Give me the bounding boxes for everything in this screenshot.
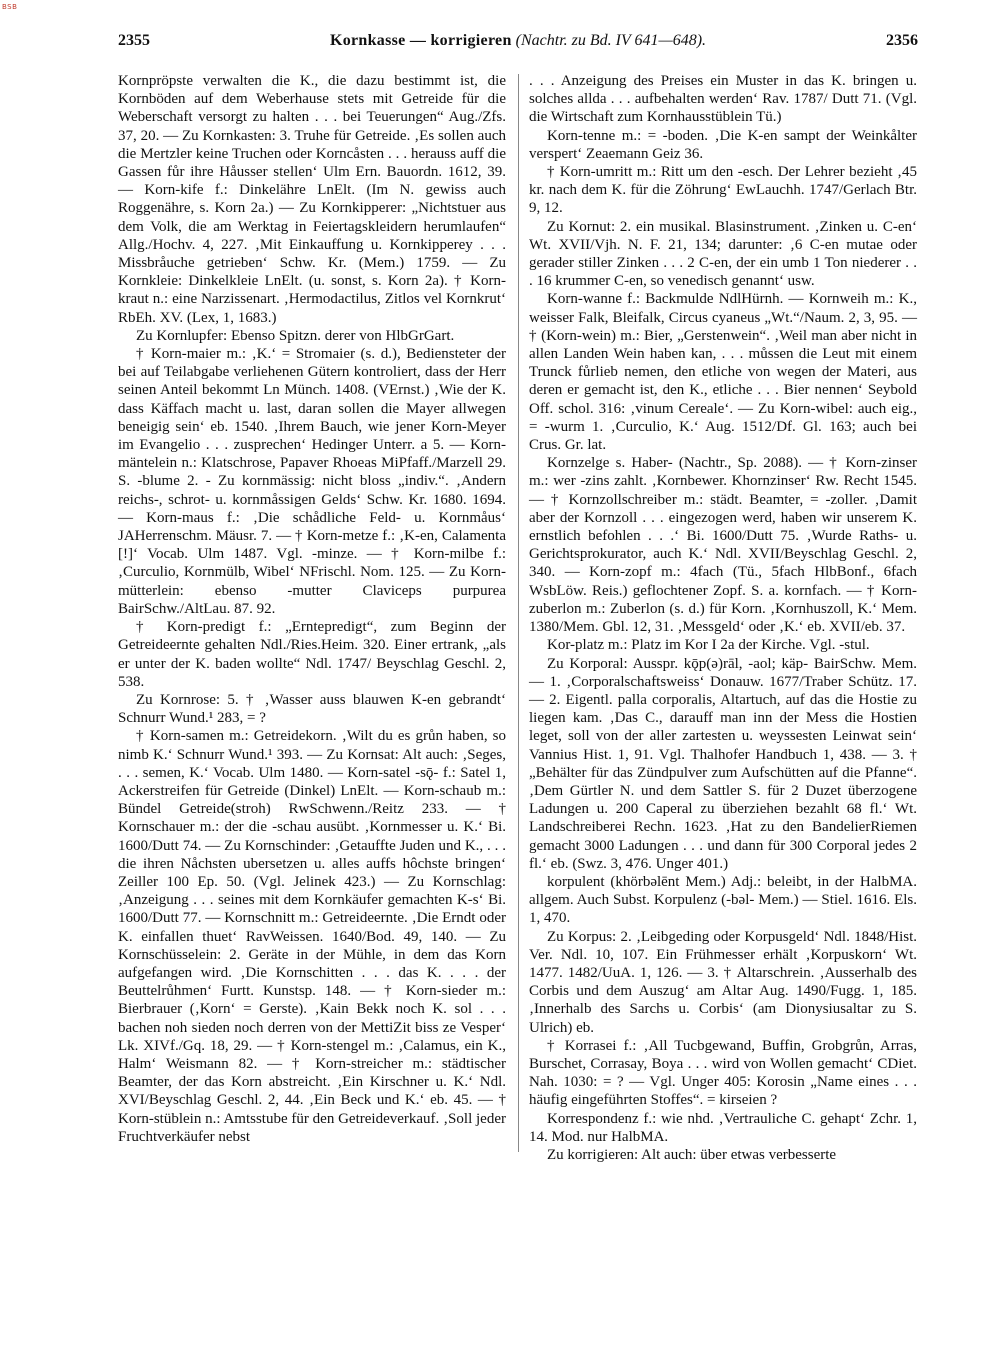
page-number-right: 2356 — [886, 32, 918, 49]
entry-kor-platz: Kor-platz m.: Platz im Kor I 2a der Kirche. Vgl. -stul. — [547, 637, 870, 654]
entry-korn-predigt: † Korn-predigt f.: „Erntepredigt“, zum Beginn der Getreideernte gehalten Ndl./Ries.Heim. 320. Einer ertrank, „als er unter der K. baden wollte“ Ndl. 1747/ Beyschlag Geschl. 2, 538. — [118, 619, 506, 690]
page-header — [118, 32, 918, 54]
entry-korrespondenz: Korrespondenz f.: wie nhd. ‚Vertrauliche C. gehapt‘ Zchr. 1, 14. Mod. nur HalbMA. — [529, 1110, 917, 1145]
running-title — [118, 32, 918, 50]
entry-kornkasse-cont: Kornpröpste verwalten die K., die dazu bestimmt ist, die Kornböden auf dem Weberhause stets mit Getreide für die Weberschaft versorgt zu halten . . . bei Teuerungen“ Aug./Zfs. 37, 20. — Zu Kornkasten: 3. Truhe für Getreide. ‚Es sollen auch die Mertzler keine Truchen oder Korncåsten . . . herauss auff die Gassen fůr ihre Håusser stellen‘ Ulm Ern. Bauordn. 1612, 39. — Korn-kife f.: Dinkelähre LnElt. (Im N. gewiss auch Roggenähre, s. Korn 2a.) — Zu Kornkipperer: „Nichtstuer aus dem Volk, die am Werktag in Feiertagskleidern herumlaufen“ Allg./Hochv. 4, 227. ‚Mit Einkauffung u. Kornkipperey . . . Missbråuche getrieben‘ Schw. Kr. (Mem.) 1759. — Zu Kornkleie: Dinkelkleie LnElt. (u. sonst, s. Korn 2a). † Korn-kraut n.: eine Narzissenart. ‚Hermodactilus, Zitlos vel Kornkrut‘ RbEh. XV. (Lex, 1, 1683.) — [118, 73, 506, 326]
right-column — [529, 72, 917, 1164]
entry-kornstueblein-cont: . . . Anzeigung des Preises ein Muster in das K. bringen u. solches allda . . . aufbehalten werden‘ Rav. 1787/ Dutt 71. (Vgl. die Wirtschaft zum Kornhausstüblein Tü.) — [529, 73, 917, 126]
entry-kornzelge: Kornzelge s. Haber- (Nachtr., Sp. 2088). — † Korn-zinser m.: wer -zins zahlt. ‚Kornbewer. Khornzinser‘ Rw. Recht 1545. — † Kornzollschreiber m.: städt. Beamter, = -zoller. ‚Damit aber der Kornzoll . . . eingezogen werd, haben wir unserem K. ernstlich befohlen . . .‘ Bi. 1600/Dutt 75. ‚Wurde Raths- u. Gerichtsprokurator, auch K.‘ Ndl. XVII/Beyschlag Geschl. 2, 340. — Korn-zopf m.: 4fach (Tü., 5fach HlbBonf., 6fach WsbLöw. Reis.) geflochtener Zopf. S. a. kornfach. — † Korn-zuberlon m.: Zuberlon (s. d.) für Korn. ‚Kornhuszoll, K.‘ Mem. 1380/Mem. Gbl. 12, 31. ‚Messgeld‘ oder ‚K.‘ eb. XVII/eb. 37. — [529, 455, 917, 636]
running-title-reference: (Nachtr. zu Bd. IV 641—648). — [515, 32, 707, 49]
running-title-entries: Kornkasse — korrigieren — [329, 32, 512, 49]
entry-korn-wanne: Korn-wanne f.: Backmulde NdlHürnh. — Kornweih m.: K., weisser Falk, Bleifalk, Circus cyaneus „Wt.“/Naum. 2, 3, 95. — † (Korn-wein) m.: Bier, „Gerstenwein“. ‚Weil man aber nicht in allen Landen Wein haben kan, . . . můssen die Leut mit einem Trunck fůrlieb nemen, den etliche von wegen der Materi, aus deren er gemacht ist, den K., etliche . . . Bier nennen‘ Seybold Off. schol. 316: ‚vinum Cereale‘. — Zu Korn-wibel: auch eig., = -wurm 1. ‚Curculio, K.‘ Aug. 1512/Df. Gl. 163; auch bei Crus. Gr. lat. — [529, 291, 917, 454]
column-divider — [518, 74, 519, 1152]
entry-kornrose: Zu Kornrose: 5. † ‚Wasser auss blauwen K-en gebrandt‘ Schnurr Wund.¹ 283, = ? — [118, 691, 506, 727]
page-number-left: 2355 — [118, 32, 150, 49]
entry-kornlupfer: Zu Kornlupfer: Ebenso Spitzn. derer von HlbGrGart. — [136, 327, 455, 344]
entry-korpulent: korpulent (khörbəlēnt Mem.) Adj.: beleibt, in der HalbMA. allgem. Auch Subst. Korpulenz (-bəl- Mem.) — Stiel. 1616. Els. 1, 470. — [529, 873, 917, 927]
entry-korrigieren: Zu korrigieren: Alt auch: über etwas verbesserte — [547, 1146, 837, 1163]
entry-kornut: Zu Kornut: 2. ein musikal. Blasinstrument. ‚Zinken u. C-en‘ Wt. XVII/Vjh. N. F. 21, 134; darunter: ‚6 C-en mutae oder gerader stiller Zinken . . . 2 C-en, der ein umb 1 Ton niederer . . . 16 krummer C-en, so venedisch genannt‘ usw. — [529, 218, 917, 290]
entry-korporal: Zu Korporal: Ausspr. kǭp(ə)rāl, -aol; käp- BairSchw. Mem. — 1. ‚Corporalschaftsweiss‘ Donauw. 1677/Traber Schütz. 17. — 2. Eigentl. palla corporalis, Altartuch, auf das die Hostie zu liegen kam. ‚Das C., darauff man inn der Mess die Hostien leget, soll von der aller zartesten u. weyssesten Leinwat sein‘ Vannius Hist. 1, 91. Vgl. Thalhofer Handbuch 1, 438. — 3. † „Behälter für das Zündpulver zum Aufschütten auf die Pfanne“. ‚Dem Gürtler N. und dem Sattler S. für 2 Duzet überzogene Ladungen u. 200 Caperal zu überziehen bezahlt 68 fl.‘ Wt. Landschreiberei Rechn. 1623. ‚Hat zu den BandelierRiemen gemacht 3000 Ladungen . . . und dann für 300 Corporal jedes 2 fl.‘ eb. (Swz. 3, 476. Unger 401.) — [529, 655, 917, 872]
entry-korn-maier: † Korn-maier m.: ‚K.‘ = Stromaier (s. d.), Bediensteter der bei auf Teilabgabe verliehenen Gütern kontroliert, dass der Herr seinen Anteil bekommt Ln Münch. 1408. (VErnst.) ‚Wie der K. dass Käffach macht u. last, daran sollen die Mayer allwegen beneigig sein‘ eb. 1540. ‚Ihrem Bauch, wie jener Korn-Meyer im Evangelio . . . zusprechen‘ Hedinger Unterr. a 5. — Korn-mäntelein n.: Klatschrose, Papaver Rhoeas MiPfaff./Marzell 29. S. -blume 2. - Zu kornmässig: nicht bloss „indiv.“. ‚Andern reichs-, schrot- u. kornmåssigen Gelds‘ Schw. Kr. 1680. 1694. — Korn-maus f.: ‚Die schådliche Feld- u. Kornmåus‘ JAHerrenschm. Mäusr. 7. — † Korn-metze f.: ‚K-en, Calamenta [!]‘ Vocab. Ulm 1487. Vgl. -minze. — † Korn-milbe f.: ‚Curculio, Kornmülb, Wibel‘ NFrischl. Nom. 125. — Zu Korn-mütterlein: ebenso -mutter Claviceps purpurea BairSchw./AltLau. 87. 92. — [118, 346, 506, 617]
entry-korrasei: † Korrasei f.: ‚All Tucbgewand, Buffin, Grobgrůn, Arras, Burschet, Corrasay, Boya . . . wird von Wollen gemacht‘ CDiet. Nah. 1030: = ? — Vgl. Unger 405: Korosin „Name eines . . . häufig eingeführten Stoffes“. = kirseien ? — [529, 1037, 917, 1109]
entry-korpus: Zu Korpus: 2. ‚Leibgeding oder Korpusgeld‘ Ndl. 1848/Hist. Ver. Ndl. 10, 107. Ein Frühmesser erhält ‚Korpuskorn‘ Wt. 1477. 1482/UuA. 1, 126. — 3. † Altarschrein. ‚Ausserhalb des Corbis und dem Auszug‘ am Altar Aug. 1490/Fugg. 1, 185. ‚Innerhalb des Sarchs u. Corbis‘ (am Dionysiusaltar zu S. Ulrich) eb. — [529, 928, 917, 1036]
entry-korn-samen: † Korn-samen m.: Getreidekorn. ‚Wilt du es grůn haben, so nimb K.‘ Schnurr Wund.¹ 393. — Zu Kornsat: Alt auch: ‚Seges, . . . semen, K.‘ Vocab. Ulm 1480. — Korn-satel -sǭ- f.: Satel 1, Ackerstreifen für Getreide (Dinkel) LnElt. — Korn-schaub m.: Bündel Getreide(stroh) RwSchwenn./Reitz 233. — † Kornschauer m.: der die -schau ausübt. ‚Kornmesser u. K.‘ Bi. 1600/Dutt 74. — Zu Kornschinder: ‚Getauffte Juden und K., . . . die ihren Nåchsten ubersetzen u. alles auffs hôchste bringen‘ Zeiller 100 Ep. 50. (Vgl. Jelinek 423.) — Zu Kornschlag: ‚Anzeigung . . . seines mit dem Kornkäufer gemachten K-s‘ Bi. 1600/Dutt 77. — Kornschnitt m.: Getreideernte. ‚Die Erndt oder K. einfallen thuet‘ RavWeissen. 1640/Bod. 49, 140. — Zu Kornschüsselein: 2. Geräte in der Mühle, in dem das Korn aufgefangen wird. ‚Die Kornschitten . . . das K. . . . der Beuttelrůhmen‘ Furtt. Kunstsp. 148. — † Korn-sieder m.: Bierbrauer (‚Korn‘ = Gerste). ‚Kain Bekk noch K. sol . . . bachen noh sieden noch derren von der MettiZit biss ze Vesper‘ Lk. XIVf./Gq. 18, 29. — † Korn-stengel m.: ‚Calamus, ein K., Halm‘ Weismann 82. — † Korn-streicher m.: städtischer Beamter, der das Korn abstreicht. ‚Ein Kirschner u. K.‘ Ndl. XVI/Beyschlag Geschl. 2, 44. ‚Ein Beck und K.‘ eb. 45. — † Korn-stüblein n.: Amtsstube für den Getreideverkauf. ‚Soll jeder Fruchtverkäufer nebst — [118, 728, 506, 1145]
left-column — [118, 72, 506, 1146]
entry-korn-umritt: † Korn-umritt m.: Ritt um den -esch. Der Lehrer bezieht ‚45 kr. nach dem K. für die Zöhrung‘ EwLauchh. 1747/Gerlach Btr. 9, 12. — [529, 164, 917, 217]
entry-korn-tenne: Korn-tenne m.: = -boden. ‚Die K-en sampt der Weinkålter verspert‘ Zeaemann Geiz 36. — [529, 127, 917, 162]
library-stamp: BSB — [2, 3, 18, 11]
